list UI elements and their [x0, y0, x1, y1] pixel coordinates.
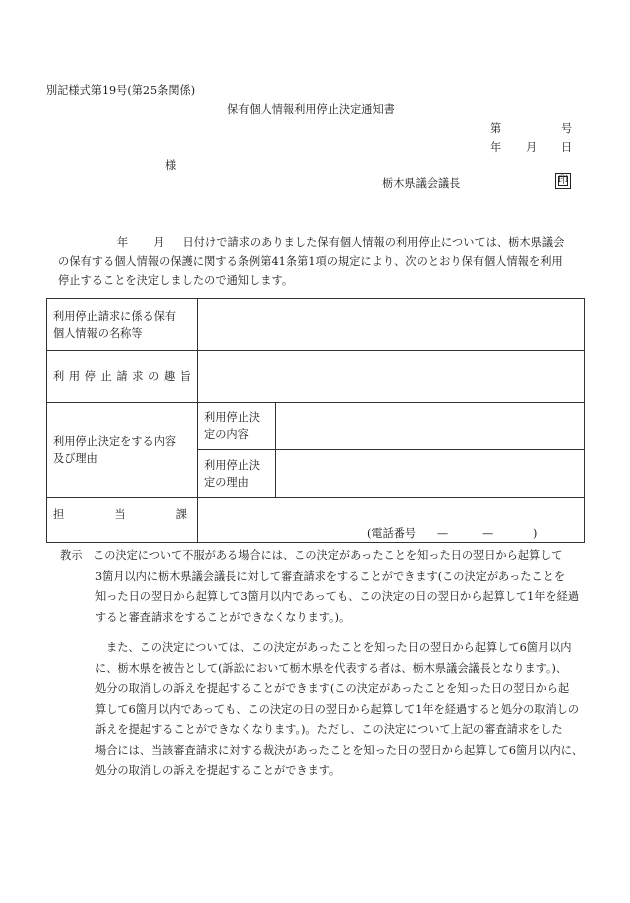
- number-suffix: 号: [561, 122, 573, 135]
- body-line-3: 停止することを決定しましたので通知します。: [58, 274, 294, 287]
- table-row: [47, 299, 585, 351]
- date-month: 月: [526, 141, 538, 154]
- notice-p2-line: に、栃木県を被告として(訴訟において栃木県を代表する者は、栃木県議会議長となります。)、: [95, 661, 568, 675]
- notice-p1-line: この決定について不服がある場合には、この決定があったことを知った日の翌日から起算して: [93, 549, 563, 562]
- notice-p2-line: 訴えを提起することができなくなります。)。ただし、この決定について上記の審査請求をした: [95, 723, 563, 736]
- decision-table: [46, 298, 585, 543]
- personal-info-value: [198, 299, 585, 351]
- notice-p2-line: また、この決定については、この決定があったことを知った日の翌日から起算して6箇月以内: [106, 641, 572, 654]
- addressee-suffix: 様: [165, 159, 177, 172]
- date-day: 日: [561, 141, 573, 154]
- department-value: [198, 498, 585, 543]
- notice-label: 教示: [60, 549, 83, 562]
- phone-dash-1: —: [437, 527, 449, 540]
- phone-dash-2: —: [482, 527, 494, 540]
- notice-p2-line: 算して6箇月以内であっても、この決定の日の翌日から起算して1年を経過すると処分の取消しの: [95, 702, 580, 716]
- notice-p1-line: 3箇月以内に栃木県議会議長に対して審査請求をすることができます(この決定があったことを: [95, 569, 566, 583]
- notice-p2-line: 処分の取消しの訴えを提起することができます(この決定があったことを知った日の翌日から起: [95, 682, 570, 695]
- notice-p1-line: すると審査請求をすることができなくなります。)。: [95, 610, 351, 624]
- row-label-request-purpose: 利用停止請求の趣旨: [47, 351, 198, 403]
- seal-mark: 印: [555, 173, 571, 189]
- row-label-department: 担当課: [47, 498, 198, 543]
- decision-reason-value: [276, 450, 585, 498]
- phone-close: ): [533, 527, 538, 540]
- body-month: 月: [153, 236, 165, 249]
- number-prefix: 第: [490, 122, 502, 135]
- appeal-notice: [60, 546, 590, 782]
- notice-p1-line: 知った日の翌日から起算して3箇月以内であっても、この決定の日の翌日から起算して1年を経過: [95, 590, 580, 603]
- notice-p2-line: 処分の取消しの訴えを提起することができます。: [95, 764, 341, 777]
- table-row: [47, 351, 585, 403]
- body-year: 年: [117, 236, 129, 249]
- row-label-personal-info: 利用停止請求に係る保有 個人情報の名称等: [47, 299, 198, 351]
- issuer-name: 栃木県議会議長: [382, 177, 461, 190]
- date-year: 年: [490, 141, 502, 154]
- document-title: 保有個人情報利用停止決定通知書: [227, 103, 395, 116]
- form-number: 別記様式第19号(第25条関係): [46, 84, 196, 97]
- table-row: [47, 403, 585, 450]
- row-label-decision: 利用停止決定をする内容 及び理由: [47, 403, 198, 498]
- notice-p2-line: 場合には、当該審査請求に対する裁決があったことを知った日の翌日から起算して6箇月以内に、: [95, 743, 584, 757]
- body-line-1: 日付けで請求のありました保有個人情報の利用停止については、栃木県議会: [182, 236, 565, 249]
- decision-content-value: [276, 403, 585, 450]
- table-row: [47, 498, 585, 543]
- sub-label-decision-content: 利用停止決 定の内容: [198, 403, 276, 450]
- phone-label: (電話番号: [367, 527, 417, 540]
- sub-label-decision-reason: 利用停止決 定の理由: [198, 450, 276, 498]
- notification-body: [58, 233, 586, 290]
- body-line-2: の保有する個人情報の保護に関する条例第41条第1項の規定により、次のとおり保有個人情報を利用: [58, 255, 563, 268]
- request-purpose-value: [198, 351, 585, 403]
